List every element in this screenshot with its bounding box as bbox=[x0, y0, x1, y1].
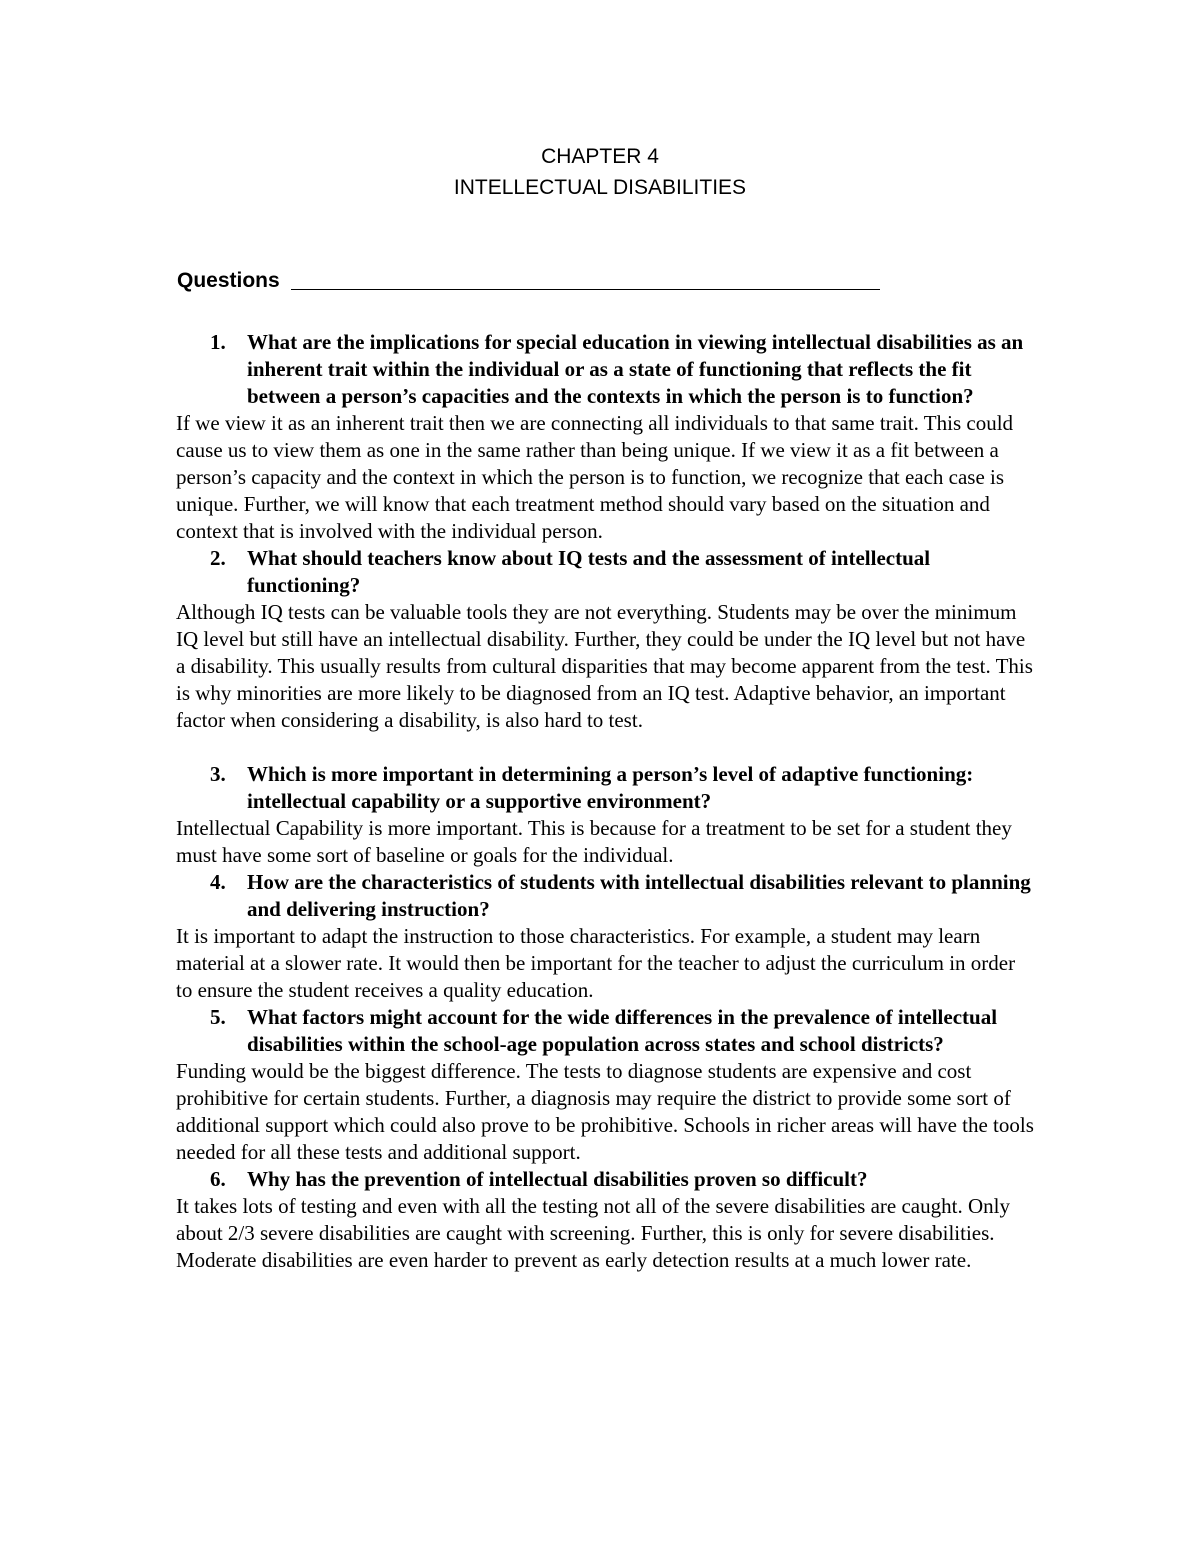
question-5 bbox=[176, 1004, 1036, 1058]
question-number: 6. bbox=[210, 1167, 226, 1191]
question-number: 4. bbox=[210, 870, 226, 894]
question-3 bbox=[176, 761, 1036, 815]
question-text: How are the characteristics of students with intellectual disabilities relevant to planning and delivering instruction? bbox=[247, 870, 1031, 921]
question-number: 2. bbox=[210, 546, 226, 570]
question-1 bbox=[176, 329, 1036, 410]
question-text: What should teachers know about IQ tests and the assessment of intellectual functioning? bbox=[247, 546, 931, 597]
answer-4: It is important to adapt the instruction to those characteristics. For example, a student may learn material at a slower rate. It would then be important for the teacher to adjust the curriculum in order to ensure the student receives a quality education. bbox=[176, 924, 1016, 1002]
question-number: 3. bbox=[210, 762, 226, 786]
answer-1: If we view it as an inherent trait then we are connecting all individuals to that same trait. This could cause us to view them as one in the same rather than being unique. If we view it as a fit between a person’s capacity and the context in which the person is to function, we recognize that each case is unique. Further, we will know that each treatment method should vary based on the situation and context that is involved with the individual person. bbox=[176, 411, 1014, 543]
questions-heading: Questions bbox=[177, 269, 280, 292]
question-6 bbox=[176, 1166, 1036, 1193]
answer-5: Funding would be the biggest difference. The tests to diagnose students are expensive and cost prohibitive for certain students. Further, a diagnosis may require the district to provide some sort of additional support which could also prove to be prohibitive. Schools in richer areas will have the tools needed for all these tests and additional support. bbox=[176, 1059, 1034, 1164]
answer-6: It takes lots of testing and even with all the testing not all of the severe disabilities are caught. Only about 2/3 severe disabilities are caught with screening. Further, this is only for severe disabilities. Moderate disabilities are even harder to prevent as early detection results at a much lower rate. bbox=[176, 1194, 1010, 1272]
chapter-subtitle: INTELLECTUAL DISABILITIES bbox=[453, 176, 747, 199]
question-number: 1. bbox=[210, 330, 226, 354]
answer-3: Intellectual Capability is more important. This is because for a treatment to be set for a student they must have some sort of baseline or goals for the individual. bbox=[176, 816, 1012, 867]
answer-2: Although IQ tests can be valuable tools they are not everything. Students may be over the minimum IQ level but still have an intellectual disability. Further, they could be under the IQ level but not have a disability. This usually results from cultural disparities that may become apparent from the test. This is why minorities are more likely to be diagnosed from an IQ test. Adaptive behavior, an important factor when considering a disability, is also hard to test. bbox=[176, 600, 1033, 732]
chapter-title: CHAPTER 4 bbox=[541, 145, 659, 168]
questions-underline bbox=[291, 289, 880, 290]
question-text: What factors might account for the wide differences in the prevalence of intellectual disabilities within the school-age population across states and school districts? bbox=[247, 1005, 998, 1056]
question-text: Which is more important in determining a person’s level of adaptive functioning: intellectual capability or a supportive environment? bbox=[247, 762, 974, 813]
question-4 bbox=[176, 869, 1036, 923]
qa-list bbox=[176, 329, 1036, 1274]
question-text: What are the implications for special education in viewing intellectual disabilities as an inherent trait within the individual or as a state of functioning that reflects the fit between a person’s capacities and the contexts in which the person is to function? bbox=[247, 330, 1024, 408]
question-number: 5. bbox=[210, 1005, 226, 1029]
question-text: Why has the prevention of intellectual disabilities proven so difficult? bbox=[247, 1167, 868, 1191]
question-2 bbox=[176, 545, 1036, 599]
